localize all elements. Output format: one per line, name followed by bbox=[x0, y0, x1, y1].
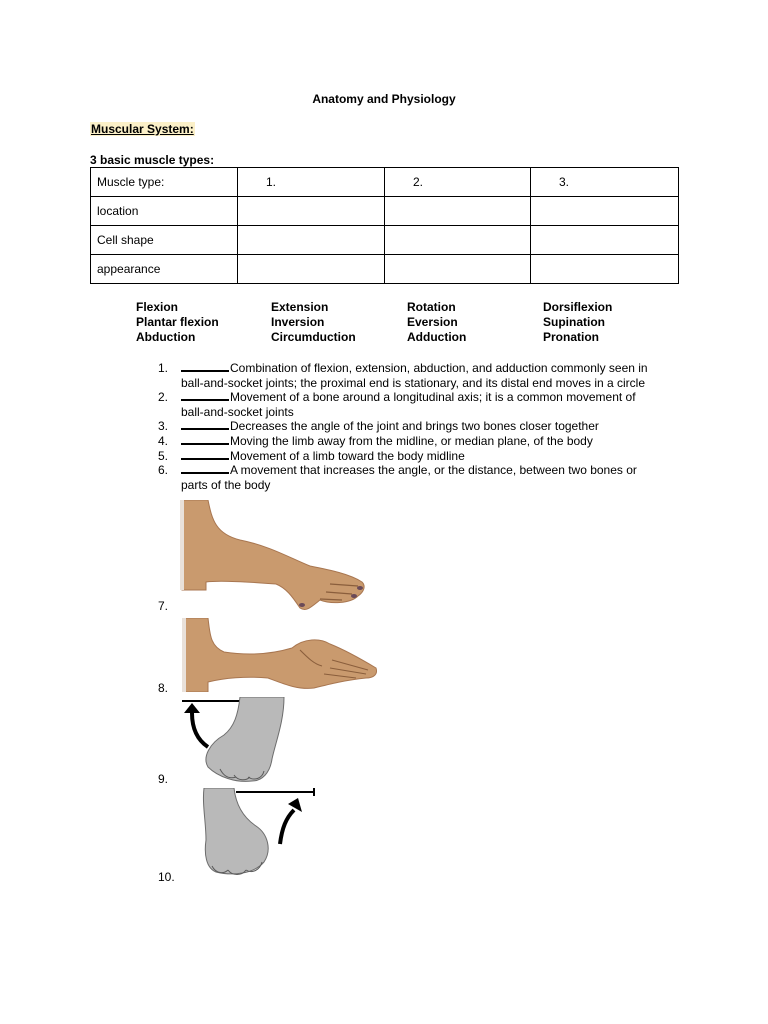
foot-dorsiflexion-illustration bbox=[198, 788, 318, 878]
question-text: A movement that increases the angle, or the distance, between two bones or bbox=[230, 463, 637, 478]
term: Rotation bbox=[407, 300, 456, 314]
item-number: 7. bbox=[158, 599, 169, 613]
term: Dorsiflexion bbox=[543, 300, 613, 314]
question-text: Decreases the angle of the joint and brings two bones closer together bbox=[230, 419, 599, 434]
table-cell bbox=[385, 255, 531, 284]
table-cell: appearance bbox=[91, 255, 238, 284]
table-row bbox=[91, 197, 679, 226]
term: Adduction bbox=[407, 330, 467, 344]
foot-plantar-flexion-illustration bbox=[180, 697, 290, 787]
question-item bbox=[158, 361, 678, 376]
table-cell bbox=[531, 255, 679, 284]
item-number: 8. bbox=[158, 681, 169, 695]
question-item bbox=[158, 419, 678, 434]
question-number: 6. bbox=[158, 463, 169, 478]
item-number: 10. bbox=[158, 870, 175, 884]
answer-blank[interactable] bbox=[181, 420, 229, 430]
question-text: Combination of flexion, extension, abduction, and adduction commonly seen in bbox=[230, 361, 648, 375]
table-cell bbox=[238, 226, 385, 255]
question-number: 5. bbox=[158, 448, 169, 463]
term: Plantar flexion bbox=[136, 315, 219, 329]
arm-flexion-illustration bbox=[180, 500, 370, 612]
item-number: 9. bbox=[158, 772, 169, 786]
question-continuation: ball-and-socket joints; the proximal end is stationary, and its distal end moves in a circle bbox=[181, 375, 645, 390]
question-item bbox=[158, 449, 678, 464]
table-cell bbox=[531, 226, 679, 255]
table-cell bbox=[385, 197, 531, 226]
table-header-row bbox=[91, 168, 679, 197]
question-number: 3. bbox=[158, 419, 169, 434]
table-row bbox=[91, 255, 679, 284]
table-cell: 1. bbox=[238, 168, 385, 197]
question-text: Movement of a bone around a longitudinal axis; it is a common movement of bbox=[230, 390, 636, 405]
term: Inversion bbox=[271, 315, 325, 329]
table-heading: 3 basic muscle types: bbox=[90, 153, 215, 167]
table-cell: Cell shape bbox=[91, 226, 238, 255]
term: Flexion bbox=[136, 300, 179, 314]
term: Extension bbox=[271, 300, 329, 314]
question-number: 4. bbox=[158, 433, 169, 448]
answer-blank[interactable] bbox=[181, 464, 229, 474]
question-text: Movement of a limb toward the body midline bbox=[230, 448, 465, 463]
term: Abduction bbox=[136, 330, 196, 344]
question-continuation: parts of the body bbox=[181, 477, 271, 492]
question-item bbox=[158, 434, 678, 449]
answer-blank[interactable] bbox=[181, 435, 229, 445]
term: Supination bbox=[543, 315, 605, 329]
question-item bbox=[158, 390, 678, 405]
answer-blank[interactable] bbox=[181, 362, 229, 372]
section-heading: Muscular System: bbox=[91, 122, 194, 136]
term: Circumduction bbox=[271, 330, 356, 344]
question-number: 2. bbox=[158, 390, 169, 405]
question-text: Moving the limb away from the midline, or median plane, of the body bbox=[230, 433, 593, 448]
answer-blank[interactable] bbox=[181, 391, 229, 401]
question-item bbox=[158, 463, 678, 478]
term: Pronation bbox=[543, 330, 599, 344]
muscle-types-table bbox=[90, 167, 679, 284]
table-cell bbox=[531, 197, 679, 226]
term-bank bbox=[136, 300, 679, 344]
table-cell: location bbox=[91, 197, 238, 226]
table-cell bbox=[385, 226, 531, 255]
table-row bbox=[91, 226, 679, 255]
term: Eversion bbox=[407, 315, 458, 329]
table-cell bbox=[238, 197, 385, 226]
question-list bbox=[158, 361, 678, 492]
question-number: 1. bbox=[158, 361, 169, 375]
page-title: Anatomy and Physiology bbox=[312, 92, 456, 106]
question-continuation: ball-and-socket joints bbox=[181, 404, 294, 419]
table-cell: Muscle type: bbox=[91, 168, 238, 197]
table-cell: 2. bbox=[385, 168, 531, 197]
table-cell bbox=[238, 255, 385, 284]
answer-blank[interactable] bbox=[181, 450, 229, 460]
arm-extension-illustration bbox=[180, 618, 380, 692]
table-cell: 3. bbox=[531, 168, 679, 197]
